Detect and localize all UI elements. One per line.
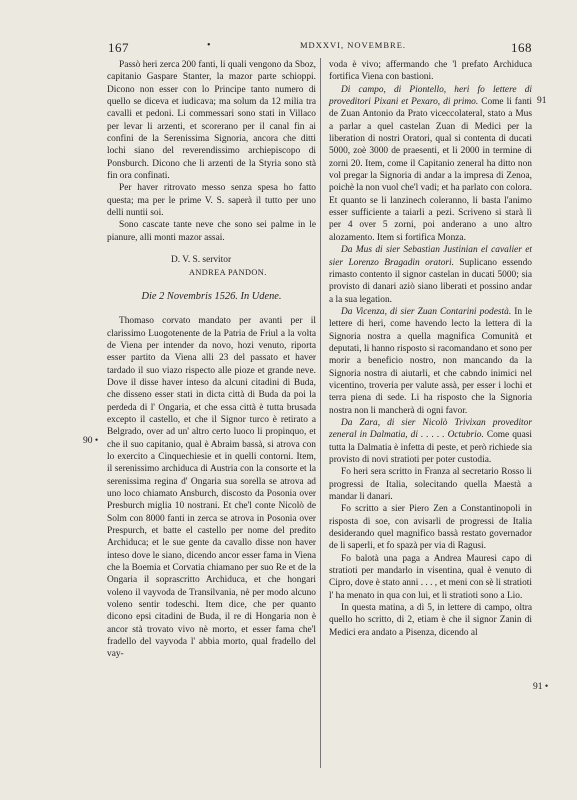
dated-heading: Die 2 Novembris 1526. In Udene. — [141, 290, 282, 302]
margin-note-91-bullet: 91 • — [533, 682, 549, 692]
left-paragraph-3: Sono cascate tante neve che sono sei palme in le pianure, alli monti mazor assai. — [107, 220, 316, 243]
dispatch-body-mus: Suplicano essendo rimasto contento il signor castelan in ducati 5000; sia provisto di danari aziò siano liberati et possino andar a la sua legation. — [329, 257, 532, 305]
running-title: MDXXVI, NOVEMBRE. — [300, 40, 407, 50]
right-paragraph-4 — [329, 306, 532, 417]
dispatch-heading-mus: Da Mus di sier Sebastian Justinian el cavalier et sier Lorenzo Bragadin oratori. — [329, 245, 532, 268]
dispatch-heading-vicenza: Da Vicenza, di sier Zuan Contarini podestà. — [341, 306, 512, 317]
right-paragraph-1: voda è vivo; affermando che 'l prefato Archiduca fortifica Viena con bastioni. — [329, 60, 532, 83]
right-paragraph-3 — [329, 244, 532, 306]
left-paragraph-1: Passò heri zerca 200 fanti, li quali vengono da Sboz, capitanio Gaspare Stanter, la mazor parte schioppi. Dicono non esser con lo Principe tanto numero di quello se diceva et iudicava; ma solum da 12 milia tra cavalli et pedoni. Li commessari sono stati in Villaco per levar li arzenti, et scoreranо per il canal fin ai confini de la Serenissima Signoria, ancora che ditti lochi siano del reverendissimo archiepiscopo di Ponsburch. Dicono che li arzenti de la Styria sono stà fin ora confinati. — [107, 60, 316, 182]
signature-line: D. V. S. servitor — [171, 255, 232, 266]
right-paragraph-5 — [329, 417, 532, 466]
left-paragraph-2: Per haver ritrovato messo senza spesa ho fatto questa; ma per le prime V. S. saperà il tutto per uno delli nuntii soi. — [107, 183, 316, 219]
right-paragraph-2 — [329, 84, 532, 244]
margin-note-91: 91 — [537, 96, 547, 106]
dispatch-body-campo: Come li fanti de Zuan Antonio da Prato viceccolateral, stato a Mus a parlar a quel castelan Zuan di Medici per la liberation di nostri Oratori, qual si contenta di ducati 5000, zoè 3000 de praesenti, et li 2000 in termine di zorni 20. Item, come il Capitanio zenеral ha ditto non vol pregar la Signoria di andar a la impresa di Zenoa, poichè la non vuol che'l vadi; et ha parlato con colora. Et quanto se li lanzinech coleranno, li basta l'animo esser sufficiente a taiarli a pezi. Scriveno si starà lì per 4 over 5 zorni, poi anderano a uno altro alozamento. Item si fortifica Monza. — [329, 97, 532, 243]
right-column — [329, 59, 532, 639]
dispatch-heading-zara: Da Zara, di sier Nicolò Trivixan proveditor zeneral in Dalmatia, di . . . . . Octubrio. — [329, 417, 532, 441]
dispatch-body-zara: Come quasi tutta la Dalmatia è infetta di peste, et però richiede sia provisto di novi stratioti per poter custodia. — [329, 430, 533, 465]
right-paragraph-7: Fo scritto a sier Piero Zen a Constantinopoli in risposta di soe, con avisarli de progressi de Italia desiderando quel magnifico bassà restato governador de li saperli, et fo spazà per via di Ragusi. — [329, 504, 532, 552]
left-column — [107, 59, 316, 661]
margin-note-90: 90 • — [83, 436, 99, 446]
page-number-right: 168 — [511, 40, 532, 55]
column-divider — [320, 58, 321, 768]
right-paragraph-8: Fo balotà una paga a Andrea Mauresi capo di stratioti per mandarlo in visentina, qual è venuto di Cipro, dove è stato anni . . . , et meni con sè li stratioti l' ha menato in qua con lui, et li stratioti sono a Lio. — [329, 553, 532, 601]
dispatch-heading-campo: Di campo, di Piontello, heri fo lettere di proveditori Pixani et Pexaro, di primo. — [329, 84, 532, 108]
header-dot: • — [207, 40, 212, 51]
left-paragraph-4: Thomaso corvato mandato per avanti per il clarissimo Luogotenente de la Patria de Friul a la volta de Viena per intender da novo, hozi venuto, riporta esser partito da Viena alli 23 del passato et haver tardado il suo viazo rispecto alle pioze et grande neve. Dove il disse haver inteso da alcuni citadini di Buda, che disseno esser stati in dicta città di Buda da poi la perdeda di l' Ongaria, et che essa città è tutta brusada excepto il castello, et che il Signor turco è retirato a Belgrado, over ad un' altro certo luoco li propinquo, et che il suo capitanio, qual è Abraim bassà, si atrova con lo exercito a Cinquechiesie et in quelli contorni. Item, il serenissimo archiduca di Austria con la consorte et la serenissima regina d' Ongaria sua sorella se atrova ad uno loco chiamato Ansburch, discosto da Posonia over Presburch miglia 10 nostrani. Et che'l conte Nicolò de Solm con 8000 fanti in zerca se atrova in Posonia over Prespurch, et batte el castello per nome del predito Archiduca; et le sue gente da cavallo disse non haver inteso dove le siano, dicendo ancor esser fama in Viena che la Boemia et Corvatia chiamano per suo Re et de la Ongaria il soprascritto Archiduca, et che hongari voleno il vayvoda de Transilvania, nè per modo alcuno voleno sentir todeschi. Item dice, che per quanto dicono epsi citadini de Buda, il re di Hongaria non è ancor stà trovato vivo nè morto, et esser fama che'l fradello del vayvoda l' abbia morto, qual fradello del vay- — [107, 316, 316, 660]
right-paragraph-9: In questa matina, a dì 5, in lettere di campo, oltra quello ho scritto, di 2, etiam è che il signor Zanin di Medici era andato a Pisenza, dicendo al — [329, 603, 532, 638]
signature-name: ANDREA PANDON. — [189, 267, 267, 277]
page-number-left: 167 — [108, 40, 129, 55]
right-paragraph-6: Fo heri sera scritto in Franza al secretario Rosso li progressi de Italia, solecitando quella Maestà a mandar li danari. — [329, 467, 532, 503]
dispatch-body-vicenza: In le lettere di heri, come havendo lecto la lettera di la Signoria nostra a quella magnifica Comunità et deputati, li hanno risposto si racomandano et sono per morir a beneficio nostro, non mancando da la Signoria nostra di aiutarli, et che cabndo inimici nel vicentino, troveria per valute assà, per esser i lochi et terra piena di sede. Li ha risposto che la Signoria nostra non li mancherà di ogni favor. — [329, 306, 533, 416]
